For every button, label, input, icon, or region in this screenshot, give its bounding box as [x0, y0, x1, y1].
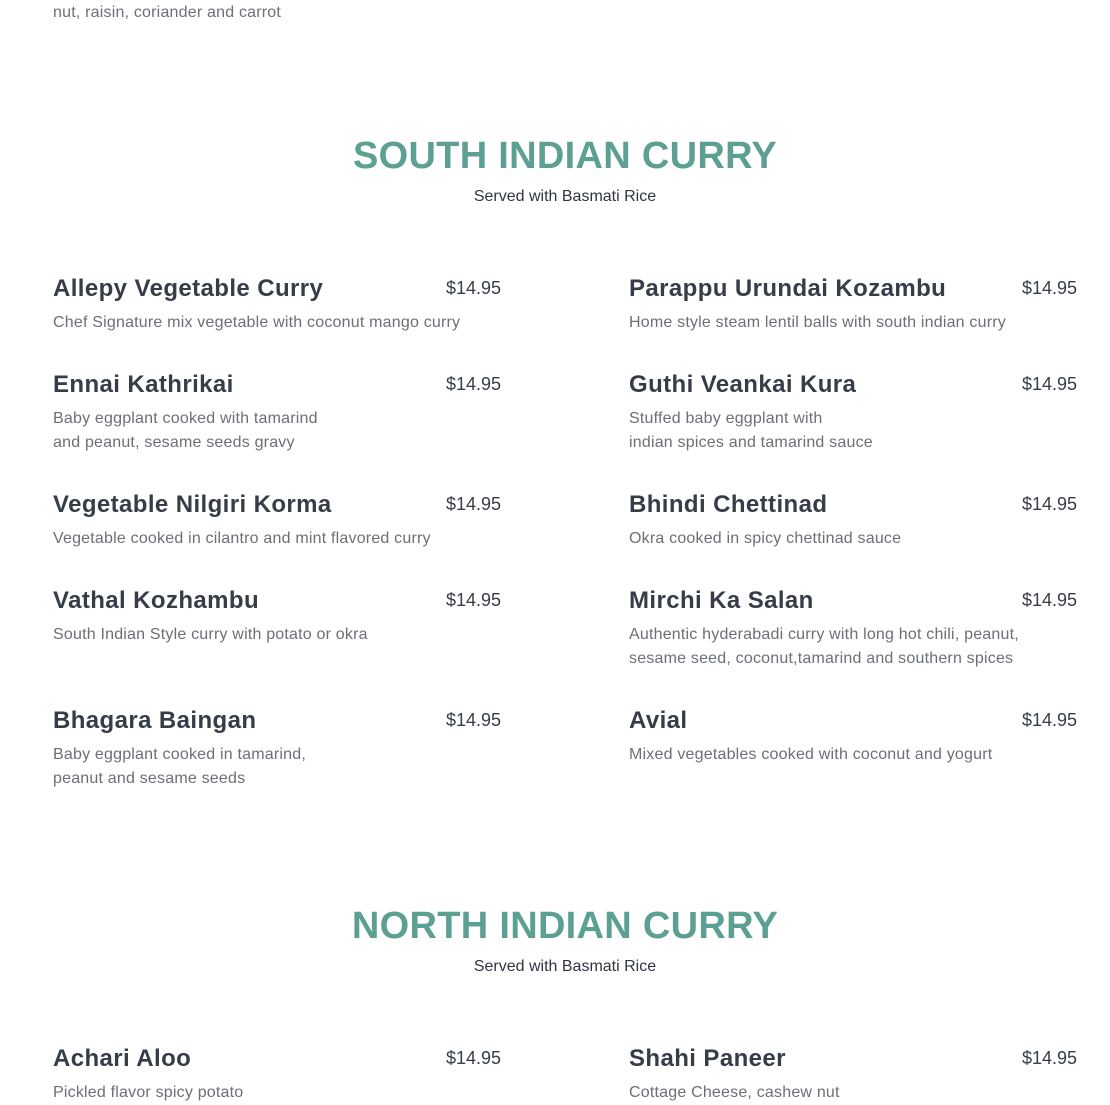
- menu-item-price: $14.95: [445, 494, 501, 514]
- menu-item-description: Authentic hyderabadi curry with long hot chili, peanut, sesame seed, coconut,tamarind and southern spices: [629, 626, 1019, 667]
- menu-item-price: $14.95: [1021, 494, 1077, 514]
- menu-item-description: Vegetable cooked in cilantro and mint flavored curry: [53, 530, 431, 547]
- menu-item-price: $14.95: [1021, 590, 1077, 610]
- menu-item-name: Parappu Urundai Kozambu: [629, 275, 947, 302]
- menu-item-description: Baby eggplant cooked with tamarind and peanut, sesame seeds gravy: [53, 410, 318, 451]
- menu-item-name: Mirchi Ka Salan: [629, 587, 814, 614]
- menu-item-price: $14.95: [445, 710, 501, 730]
- menu-item-name: Vegetable Nilgiri Korma: [53, 491, 332, 518]
- menu-item-price: $14.95: [445, 278, 501, 298]
- menu-item-description: Baby eggplant cooked in tamarind, peanut and sesame seeds: [53, 746, 306, 787]
- previous-item-description: nut, raisin, coriander and carrot: [53, 4, 282, 21]
- menu-item-description: South Indian Style curry with potato or okra: [53, 626, 368, 643]
- menu-item-description: Stuffed baby eggplant with indian spices and tamarind sauce: [629, 410, 873, 451]
- menu-item-name: Bhagara Baingan: [53, 707, 257, 734]
- section-title: NORTH INDIAN CURRY: [351, 905, 779, 947]
- menu-item-name: Shahi Paneer: [629, 1045, 786, 1072]
- menu-item-price: $14.95: [445, 590, 501, 610]
- menu-item-description: Chef Signature mix vegetable with coconut mango curry: [53, 314, 461, 331]
- menu-item-price: $14.95: [445, 1048, 501, 1068]
- menu-item-description: Okra cooked in spicy chettinad sauce: [629, 530, 902, 547]
- menu-item-description: Pickled flavor spicy potato: [53, 1084, 244, 1101]
- section-subtitle: Served with Basmati Rice: [473, 958, 657, 975]
- menu-item-name: Achari Aloo: [53, 1045, 192, 1072]
- menu-item-name: Guthi Veankai Kura: [629, 371, 857, 398]
- menu-item-name: Bhindi Chettinad: [629, 491, 828, 518]
- menu-item-price: $14.95: [1021, 710, 1077, 730]
- menu-item-price: $14.95: [1021, 374, 1077, 394]
- menu-item-description: Cottage Cheese, cashew nut: [629, 1084, 840, 1101]
- menu-item-price: $14.95: [1021, 1048, 1077, 1068]
- menu-item-name: Vathal Kozhambu: [53, 587, 260, 614]
- menu-item-name: Allepy Vegetable Curry: [53, 275, 324, 302]
- menu-item-description: Mixed vegetables cooked with coconut and yogurt: [629, 746, 993, 763]
- menu-item-price: $14.95: [1021, 278, 1077, 298]
- menu-item-description: Home style steam lentil balls with south indian curry: [629, 314, 1006, 331]
- section-subtitle: Served with Basmati Rice: [473, 188, 657, 205]
- menu-item-price: $14.95: [445, 374, 501, 394]
- section-title: SOUTH INDIAN CURRY: [352, 135, 778, 177]
- menu-item-name: Ennai Kathrikai: [53, 371, 234, 398]
- menu-item-name: Avial: [629, 707, 688, 734]
